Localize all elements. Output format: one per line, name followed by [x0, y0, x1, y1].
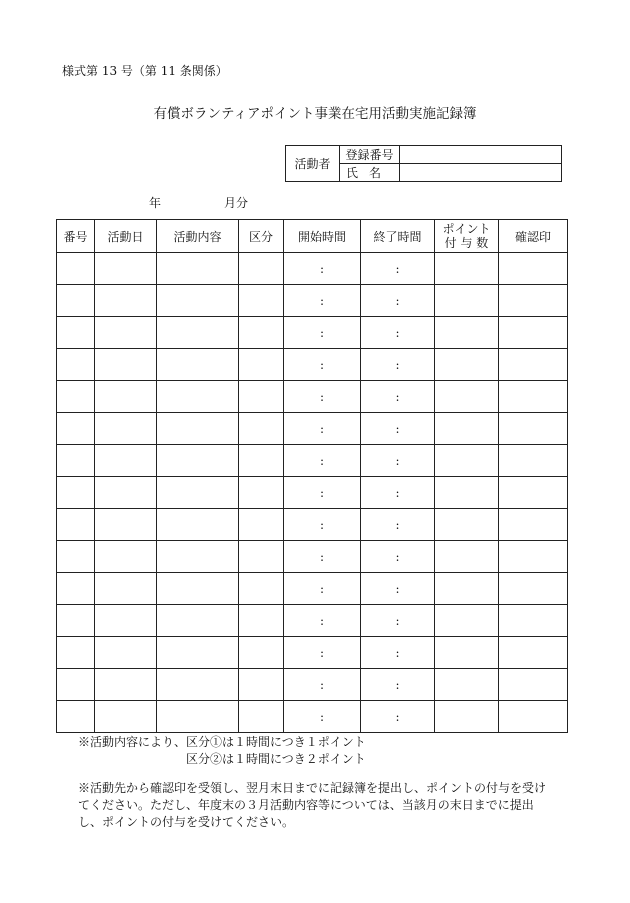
- cell-start-time[interactable]: :: [284, 669, 361, 701]
- cell-end-time[interactable]: :: [361, 285, 435, 317]
- cell-content[interactable]: [157, 541, 239, 573]
- cell-category[interactable]: [239, 349, 284, 381]
- cell-date[interactable]: [95, 317, 157, 349]
- cell-content[interactable]: [157, 285, 239, 317]
- cell-number[interactable]: [57, 701, 95, 733]
- cell-content[interactable]: [157, 509, 239, 541]
- cell-number[interactable]: [57, 317, 95, 349]
- cell-category[interactable]: [239, 477, 284, 509]
- cell-category[interactable]: [239, 253, 284, 285]
- cell-end-time[interactable]: :: [361, 541, 435, 573]
- header-number: 番号: [57, 220, 95, 253]
- cell-number[interactable]: [57, 637, 95, 669]
- table-row: [57, 573, 568, 605]
- activity-record-table: [56, 219, 568, 733]
- table-header-row: [57, 220, 568, 253]
- cell-category[interactable]: [239, 605, 284, 637]
- header-points-line1: ポイント: [442, 222, 491, 236]
- cell-category[interactable]: [239, 381, 284, 413]
- cell-points[interactable]: [435, 285, 499, 317]
- cell-seal[interactable]: [499, 285, 568, 317]
- cell-date[interactable]: [95, 541, 157, 573]
- cell-number[interactable]: [57, 477, 95, 509]
- cell-end-time[interactable]: :: [361, 605, 435, 637]
- cell-content[interactable]: [157, 445, 239, 477]
- table-row: [57, 605, 568, 637]
- cell-start-time[interactable]: :: [284, 285, 361, 317]
- cell-content[interactable]: [157, 253, 239, 285]
- name-label-part-1: 氏: [346, 166, 359, 180]
- cell-start-time[interactable]: :: [284, 317, 361, 349]
- cell-seal[interactable]: [499, 509, 568, 541]
- cell-points[interactable]: [435, 701, 499, 733]
- cell-points[interactable]: [435, 253, 499, 285]
- cell-seal[interactable]: [499, 637, 568, 669]
- cell-end-time[interactable]: :: [361, 573, 435, 605]
- cell-number[interactable]: [57, 381, 95, 413]
- header-points-line2: 付 与 数: [444, 236, 489, 250]
- header-category: 区分: [239, 220, 284, 253]
- cell-number[interactable]: [57, 669, 95, 701]
- cell-seal[interactable]: [499, 445, 568, 477]
- cell-end-time[interactable]: :: [361, 413, 435, 445]
- cell-date[interactable]: [95, 477, 157, 509]
- header-end-time: 終了時間: [361, 220, 435, 253]
- cell-date[interactable]: [95, 253, 157, 285]
- table-row: [57, 509, 568, 541]
- cell-date[interactable]: [95, 669, 157, 701]
- cell-number[interactable]: [57, 413, 95, 445]
- cell-number[interactable]: [57, 349, 95, 381]
- cell-end-time[interactable]: :: [361, 637, 435, 669]
- cell-category[interactable]: [239, 317, 284, 349]
- name-label: [340, 164, 400, 182]
- registration-number-label: 登録番号: [340, 146, 400, 164]
- cell-date[interactable]: [95, 445, 157, 477]
- header-start-time: 開始時間: [284, 220, 361, 253]
- cell-category[interactable]: [239, 285, 284, 317]
- cell-points[interactable]: [435, 573, 499, 605]
- header-seal: 確認印: [499, 220, 568, 253]
- name-label-part-2: 名: [368, 166, 381, 180]
- table-row: [57, 285, 568, 317]
- cell-category[interactable]: [239, 541, 284, 573]
- cell-seal[interactable]: [499, 413, 568, 445]
- table-row: [57, 253, 568, 285]
- cell-start-time[interactable]: :: [284, 573, 361, 605]
- cell-end-time[interactable]: :: [361, 381, 435, 413]
- cell-start-time[interactable]: :: [284, 701, 361, 733]
- cell-category[interactable]: [239, 573, 284, 605]
- cell-seal[interactable]: [499, 573, 568, 605]
- header-points: [435, 220, 499, 253]
- name-field[interactable]: [400, 164, 562, 182]
- registration-box: [285, 145, 562, 182]
- cell-points[interactable]: [435, 509, 499, 541]
- cell-category[interactable]: [239, 445, 284, 477]
- table-row: [57, 349, 568, 381]
- cell-date[interactable]: [95, 573, 157, 605]
- cell-seal[interactable]: [499, 253, 568, 285]
- cell-start-time[interactable]: :: [284, 605, 361, 637]
- cell-points[interactable]: [435, 349, 499, 381]
- cell-points[interactable]: [435, 605, 499, 637]
- month-label: 月分: [224, 196, 249, 210]
- cell-date[interactable]: [95, 509, 157, 541]
- cell-content[interactable]: [157, 669, 239, 701]
- cell-date[interactable]: [95, 285, 157, 317]
- cell-category[interactable]: [239, 669, 284, 701]
- table-row: [57, 477, 568, 509]
- cell-end-time[interactable]: :: [361, 253, 435, 285]
- cell-date[interactable]: [95, 381, 157, 413]
- cell-date[interactable]: [95, 701, 157, 733]
- cell-points[interactable]: [435, 381, 499, 413]
- cell-seal[interactable]: [499, 477, 568, 509]
- registration-number-field[interactable]: [400, 146, 562, 164]
- cell-start-time[interactable]: :: [284, 253, 361, 285]
- table-row: [57, 669, 568, 701]
- cell-points[interactable]: [435, 413, 499, 445]
- cell-points[interactable]: [435, 541, 499, 573]
- document-title: 有償ボランティアポイント事業在宅用活動実施記録簿: [153, 106, 477, 122]
- cell-date[interactable]: [95, 413, 157, 445]
- year-label: 年: [149, 196, 162, 210]
- table-row: [57, 381, 568, 413]
- table-row: [57, 445, 568, 477]
- cell-start-time[interactable]: :: [284, 349, 361, 381]
- cell-date[interactable]: [95, 605, 157, 637]
- header-date: 活動日: [95, 220, 157, 253]
- cell-seal[interactable]: [499, 669, 568, 701]
- cell-seal[interactable]: [499, 381, 568, 413]
- cell-content[interactable]: [157, 637, 239, 669]
- cell-end-time[interactable]: :: [361, 669, 435, 701]
- cell-end-time[interactable]: :: [361, 349, 435, 381]
- cell-category[interactable]: [239, 413, 284, 445]
- table-row: [57, 701, 568, 733]
- cell-points[interactable]: [435, 317, 499, 349]
- table-row: [57, 541, 568, 573]
- form-number: 様式第 13 号（第 11 条関係）: [62, 64, 228, 78]
- cell-end-time[interactable]: :: [361, 509, 435, 541]
- cell-number[interactable]: [57, 573, 95, 605]
- cell-content[interactable]: [157, 701, 239, 733]
- cell-category[interactable]: [239, 637, 284, 669]
- cell-end-time[interactable]: :: [361, 477, 435, 509]
- cell-number[interactable]: [57, 253, 95, 285]
- cell-start-time[interactable]: :: [284, 637, 361, 669]
- cell-number[interactable]: [57, 445, 95, 477]
- category-note: [78, 734, 366, 768]
- cell-date[interactable]: [95, 637, 157, 669]
- cell-number[interactable]: [57, 285, 95, 317]
- actor-label: 活動者: [286, 146, 340, 182]
- cell-number[interactable]: [57, 605, 95, 637]
- cell-start-time[interactable]: :: [284, 509, 361, 541]
- category-note-line1: ※活動内容により、区分①は１時間につき１ポイント: [78, 735, 366, 749]
- cell-start-time[interactable]: :: [284, 477, 361, 509]
- cell-category[interactable]: [239, 701, 284, 733]
- cell-content[interactable]: [157, 381, 239, 413]
- cell-start-time[interactable]: :: [284, 541, 361, 573]
- cell-content[interactable]: [157, 605, 239, 637]
- cell-seal[interactable]: [499, 605, 568, 637]
- header-content: 活動内容: [157, 220, 239, 253]
- cell-points[interactable]: [435, 637, 499, 669]
- cell-start-time[interactable]: :: [284, 413, 361, 445]
- cell-content[interactable]: [157, 413, 239, 445]
- cell-points[interactable]: [435, 445, 499, 477]
- cell-content[interactable]: [157, 349, 239, 381]
- cell-seal[interactable]: [499, 317, 568, 349]
- cell-start-time[interactable]: :: [284, 381, 361, 413]
- table-body: [57, 253, 568, 733]
- cell-number[interactable]: [57, 541, 95, 573]
- cell-category[interactable]: [239, 509, 284, 541]
- cell-date[interactable]: [95, 349, 157, 381]
- table-row: [57, 413, 568, 445]
- cell-content[interactable]: [157, 317, 239, 349]
- cell-points[interactable]: [435, 669, 499, 701]
- category-note-line2: 区分②は１時間につき２ポイント: [186, 752, 366, 766]
- cell-seal[interactable]: [499, 701, 568, 733]
- cell-seal[interactable]: [499, 349, 568, 381]
- cell-number[interactable]: [57, 509, 95, 541]
- cell-end-time[interactable]: :: [361, 317, 435, 349]
- cell-points[interactable]: [435, 477, 499, 509]
- table-row: [57, 637, 568, 669]
- table-row: [57, 317, 568, 349]
- cell-end-time[interactable]: :: [361, 445, 435, 477]
- cell-start-time[interactable]: :: [284, 445, 361, 477]
- cell-seal[interactable]: [499, 541, 568, 573]
- submission-note: ※活動先から確認印を受領し、翌月末日までに記録簿を提出し、ポイントの付与を受けてください。ただし、年度末の３月活動内容等については、当該月の末日までに提出し、ポイントの付与を受けてください。: [78, 781, 547, 829]
- cell-end-time[interactable]: :: [361, 701, 435, 733]
- cell-content[interactable]: [157, 573, 239, 605]
- cell-content[interactable]: [157, 477, 239, 509]
